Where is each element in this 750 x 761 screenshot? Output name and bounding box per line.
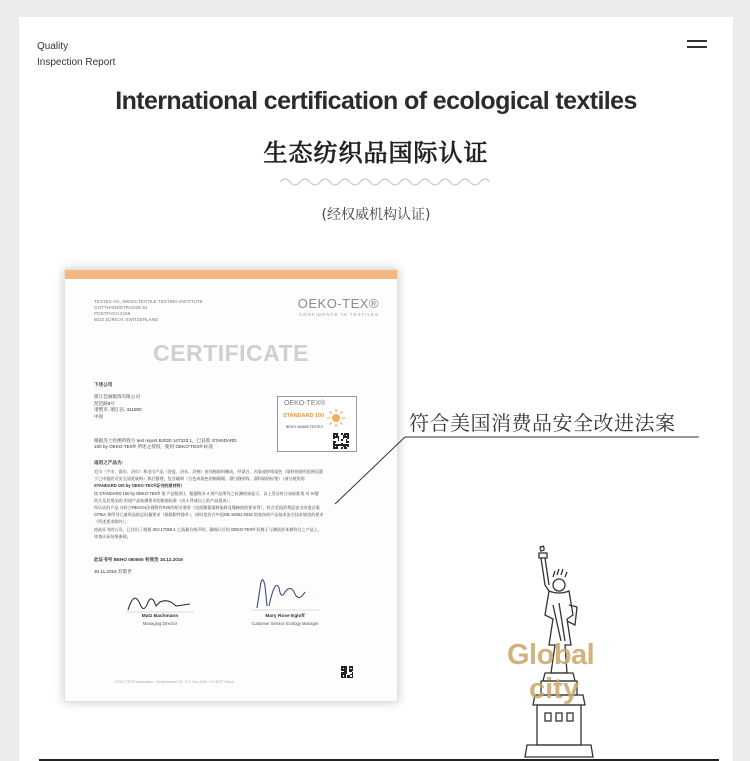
- address-line: GOTTHARDSTRASSE 61: [94, 305, 148, 310]
- certificate-image: [64, 269, 398, 702]
- brand-line1: Quality: [37, 41, 69, 52]
- test-report-line: 根据苏士检测所我方 test report BJ020 147323.1，已获准 STANDARD: [94, 438, 237, 443]
- scope-line: 按 STANDARD 100 by OEKO-TEX® 第 产品级别 I，根据附录 4 供产品所作之检测结果显示，以上发证符合该标准第 对 IV婴: [94, 490, 319, 496]
- certificate-address: [94, 299, 244, 323]
- signer1-role: Managing Director: [142, 621, 178, 626]
- oeko-tex-label: [277, 396, 357, 452]
- company-line: 琵琶路6号: [94, 400, 115, 406]
- company-line: 浙江佳丽服饰有限公司: [94, 394, 140, 399]
- signer1-name: Matz Bachmann: [141, 614, 179, 619]
- address-line: 8022 ZÜRICH, SWITZERLAND: [94, 317, 159, 322]
- hamburger-icon[interactable]: [687, 40, 707, 50]
- sun-logo-icon: [326, 408, 346, 428]
- signer2-role: Customer Service Ecology Manager: [251, 621, 319, 626]
- label-standard: STANDARD 100: [283, 413, 325, 419]
- address-line: TESTEX AG, SWISS TEXTILE TESTING INSTITUTE: [94, 299, 203, 304]
- company-block: [94, 394, 142, 420]
- oeko-tex-name: OEKO-TEX®: [297, 296, 379, 311]
- label-qr-code-icon: [333, 433, 349, 449]
- label-brand: OEKO-TEX®: [284, 400, 326, 407]
- page-canvas: [19, 17, 733, 761]
- signature-2: [245, 572, 325, 612]
- signer2-name: Mary Rose Egloff: [265, 614, 305, 619]
- test-report-line2: 100 by OEKO-TEX® 所述之授权，使用 OEKO-TEX® 标签: [94, 444, 214, 449]
- brand-logo[interactable]: [37, 39, 115, 71]
- certificate-footer: OEKO-TEX® Association · Genferstrasse 23 · P.O. Box 2006 · CH-8027 Zürich: [115, 680, 234, 684]
- scope-line: 于已申报的可安全清洗染料）和后整理，包含辅料（合色成染色的棉绳绳、漂白缝纫线、漂和染的标签）（部分使用再: [94, 476, 305, 482]
- certificate-qr-code-icon: [341, 666, 353, 678]
- scope-line: 持此证书的公司，已作出了根据 ISO 17050-1 之质量合格声明，确保只应用 OEKO-TEX® 标签于与测试样本相符合之产品上，: [94, 526, 322, 532]
- wave-divider-icon: [280, 176, 490, 188]
- certificate-top-bar: [65, 270, 397, 279]
- certificate-date: 30.11.2018 苏黎世: [94, 569, 132, 574]
- page-title-en: International certification of ecological textiles: [115, 87, 637, 115]
- decor-word-global: Global: [507, 639, 595, 671]
- scope-line: 经认证的产品 亦符合REACH法规附件XVII的相关要求（包括偶氮染料染料及镍释放的要求等），符合美国消费品安全改进法案: [94, 505, 320, 511]
- brand-line2: Inspection Report: [37, 57, 116, 68]
- scope-text: [94, 468, 379, 540]
- oeko-tex-logo: [298, 296, 379, 317]
- scope-line: 幼儿及其用品的 用途产品检测要求的限值标准（由 1 件或以上的产品组成）。: [94, 497, 233, 503]
- scope-heading: 适用之产品为：: [94, 460, 127, 465]
- callout-text: 符合美国消费品安全改进法案: [409, 411, 676, 435]
- certificate-title: CERTIFICATE: [153, 340, 309, 366]
- scope-line: 毛巾（手巾、面巾、浴巾）和毛巾产品（浴盆、浴衣、浴袍）由纯棉原料制成，经漂白、匹染或纱线染色（染料的使用范围仅限: [94, 469, 324, 474]
- decor-word-city: city: [529, 673, 579, 705]
- company-line: 诸暨市, 浙江省, 311800: [94, 407, 142, 412]
- issued-to-label: 下述公司: [94, 382, 113, 387]
- page-title-cn: 生态纺织品国际认证: [263, 139, 489, 167]
- scope-line: STANDARD 100 by OEKO-TEX®证书的原材料）: [94, 483, 185, 489]
- page-subtitle: (经权威机构认证): [321, 207, 431, 223]
- scope-line: （所述要求除外）。: [94, 519, 129, 525]
- scope-line: 审查认证结果参阅。: [94, 533, 131, 539]
- oeko-tex-sub: CONFIDENCE IN TEXTILES: [299, 312, 379, 317]
- certificate-number: 此证书号 BEHO 060655 有效至 15.12.2019: [94, 557, 183, 562]
- scope-line: CPSIA 和所列儿童用品的总铅量要求（排除附件除外），同时也符合中国GB 18401-2010 国家纺织产品基本安全技术规范的要求: [94, 512, 324, 518]
- label-number: BEHO 060655 TESTEX: [286, 425, 324, 429]
- address-line: POSTFACH 2166: [94, 311, 131, 316]
- company-line: 中国: [94, 413, 104, 419]
